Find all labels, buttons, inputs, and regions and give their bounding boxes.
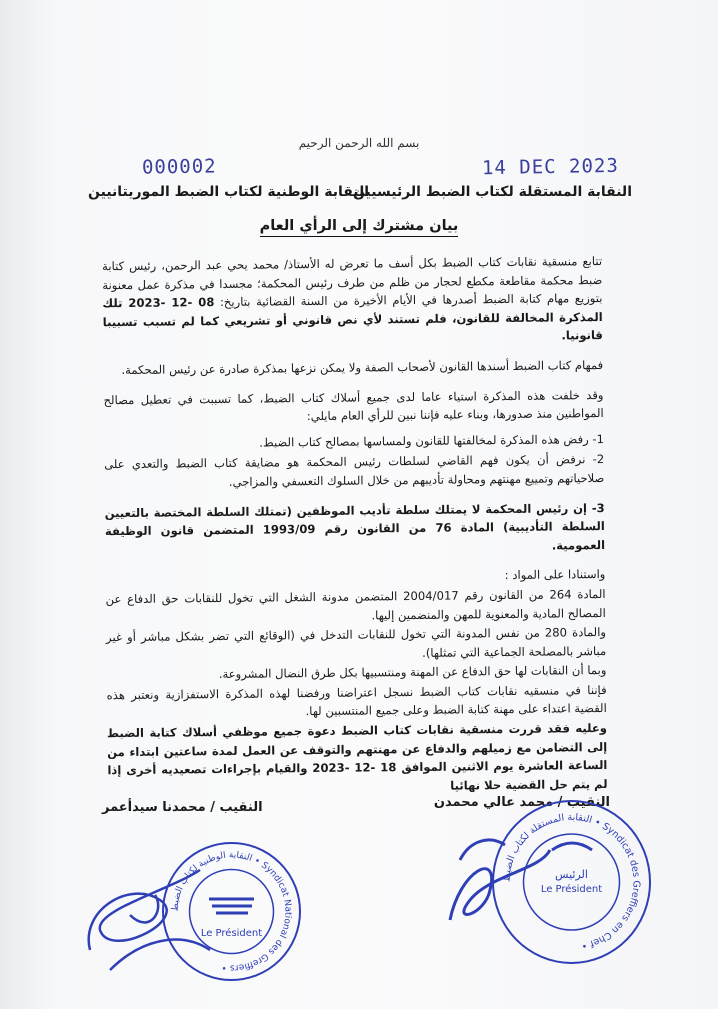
signature-label-right: النقيب / محمد عالي محمدن <box>433 795 610 810</box>
document-body <box>102 252 608 806</box>
title-text: بيان مشترك إلى الرأي العام <box>260 218 459 237</box>
article-264: المادة 264 من القانون رقم 2004/017 المتضمن مدونة الشغل التي تخول للنقابات حق الدفاع عن المصالح المادية والمعنوية للمهن والمنضمين إليها. <box>105 586 606 622</box>
paragraph-duties: فمهام كتاب الضبط أسندها القانون لأصحاب الصفة ولا يمكن نزعها بمذكرة صادرة عن رئيس المحكمة. <box>121 357 604 378</box>
point-3: 3- إن رئيس المحكمة لا يمتلك سلطة تأديب الموظفين (تمتلك السلطة المختصة بالتعيين السلطة التأديبية) المادة 76 من القانون رقم 1993/09 المتضمن قانون الوظيفة العمومية. <box>104 500 606 553</box>
seal-right-center-ar: الرئيس <box>555 868 588 881</box>
unions-right: وبما أن النقابات لها حق الدفاع عن المهنة ومنتسبيها بكل طرق النضال المشروعة. <box>218 663 607 682</box>
bismillah: بسم الله الرحمن الرحيم <box>298 136 420 150</box>
point-1: 1- رفض هذه المذكرة لمخالفتها للقانون ولمساسها بمصالح كتاب الضبط. <box>259 431 605 450</box>
strike-decision: وعليه فقد قررت منسقية نقابات كتاب الضبط دعوة جميع موظفي أسلاك كتابة الضبط إلى التضامن مع زميلهم والدفاع عن مهنتهم والتوقف عن العمل لمدة ساعتين ابتداء من الساعة العاشرة يوم الاثنين الموافق 18 -12 -2023 والقيام بإجراءات تصعيديه أخرى إذا لم يتم حل القضية حلا نهائيا <box>106 721 608 793</box>
org-name-right: النقابة المستقلة لكتاب الضبط الرئيسيين <box>352 184 632 200</box>
seal-right-center-fr: Le Président <box>540 884 603 895</box>
document-title <box>0 218 718 234</box>
org-name-left: النقابة الوطنية لكتاب الضبط الموريتانيين <box>88 184 370 200</box>
union-seal-left <box>162 842 301 981</box>
paragraph-consequences: وقد خلفت هذه المذكرة استياء عاما لدى جميع أسلاك كتاب الضبط، كما تسببت في تعطيل مصالح المواطنين منذ صدورها، وبناء عليه فإننا نبين للرأي العام مايلي: <box>103 387 604 424</box>
union-seal-right <box>492 800 651 964</box>
seal-left-center-text: Le Président <box>200 928 263 939</box>
memo-date: 08 -12 -2023 <box>128 295 215 311</box>
reference-number-stamp: 000002 <box>141 155 217 179</box>
article-280: والمادة 280 من نفس المدونة التي تخول للنقابات التدخل في (الوقائع التي تضر بشكل مباشر أو غير مباشر بالمصلحة الجماعية التي تمثلها). <box>105 625 607 660</box>
date-stamp: 14 DEC 2023 <box>481 154 620 180</box>
legal-basis-heading: واستنادا على المواد : <box>504 567 606 583</box>
point-2: 2- نرفض أن يكون فهم القاضي لسلطات رئيس المحكمة هو مضايقة كتاب الضبط والتعدي على صلاحياتهم وتمييع مهنتهم ومحاولة تأديبهم من خلال السلوك التعسفي والمزاجي. <box>104 452 605 489</box>
paragraph-intro: تتابع منسقية نقابات كتاب الضبط بكل أسف ما تعرض له الأستاذ/ محمد يحي عبد الرحمن، رئيس كتابة ضبط محكمة مقاطعة مكطع لحجار من ظلم من طرف رئيس المحكمة؛ مجسدا في مذكرة عمل معنونة بتوزيع مهام كتابة الضبط أصدرها في الأيام الأخيرة من السنة القضائية بتاريخ: 08 -12 -2023 تلك المذكرة المخالفة للقانون، فلم تستند لأي نص قانوني أو تشريعي كما لم تسبب تسبيبا قانونيا. <box>102 253 603 343</box>
seal-left-ring-text: النقابة الوطنية لكتاب الضبط • Syndicat National des Greffiers • <box>170 850 293 973</box>
seal-right-ring-text: النقابة المستقلة لكتاب الضبط • Syndicat des Greffiers en Chef • <box>501 811 642 952</box>
objection-statement: فإننا في منسقيه نقابات كتاب الضبط نسجل اعتراضنا ورفضنا لهذه المذكرة الاستفزازية ونعتبر هذه القضية اعتداء على مهنة كتابة الضبط وعلى جميع المنتسبين لها. <box>106 682 607 719</box>
signature-label-left: النقيب / محمدنا سيدأعمر <box>102 800 263 815</box>
